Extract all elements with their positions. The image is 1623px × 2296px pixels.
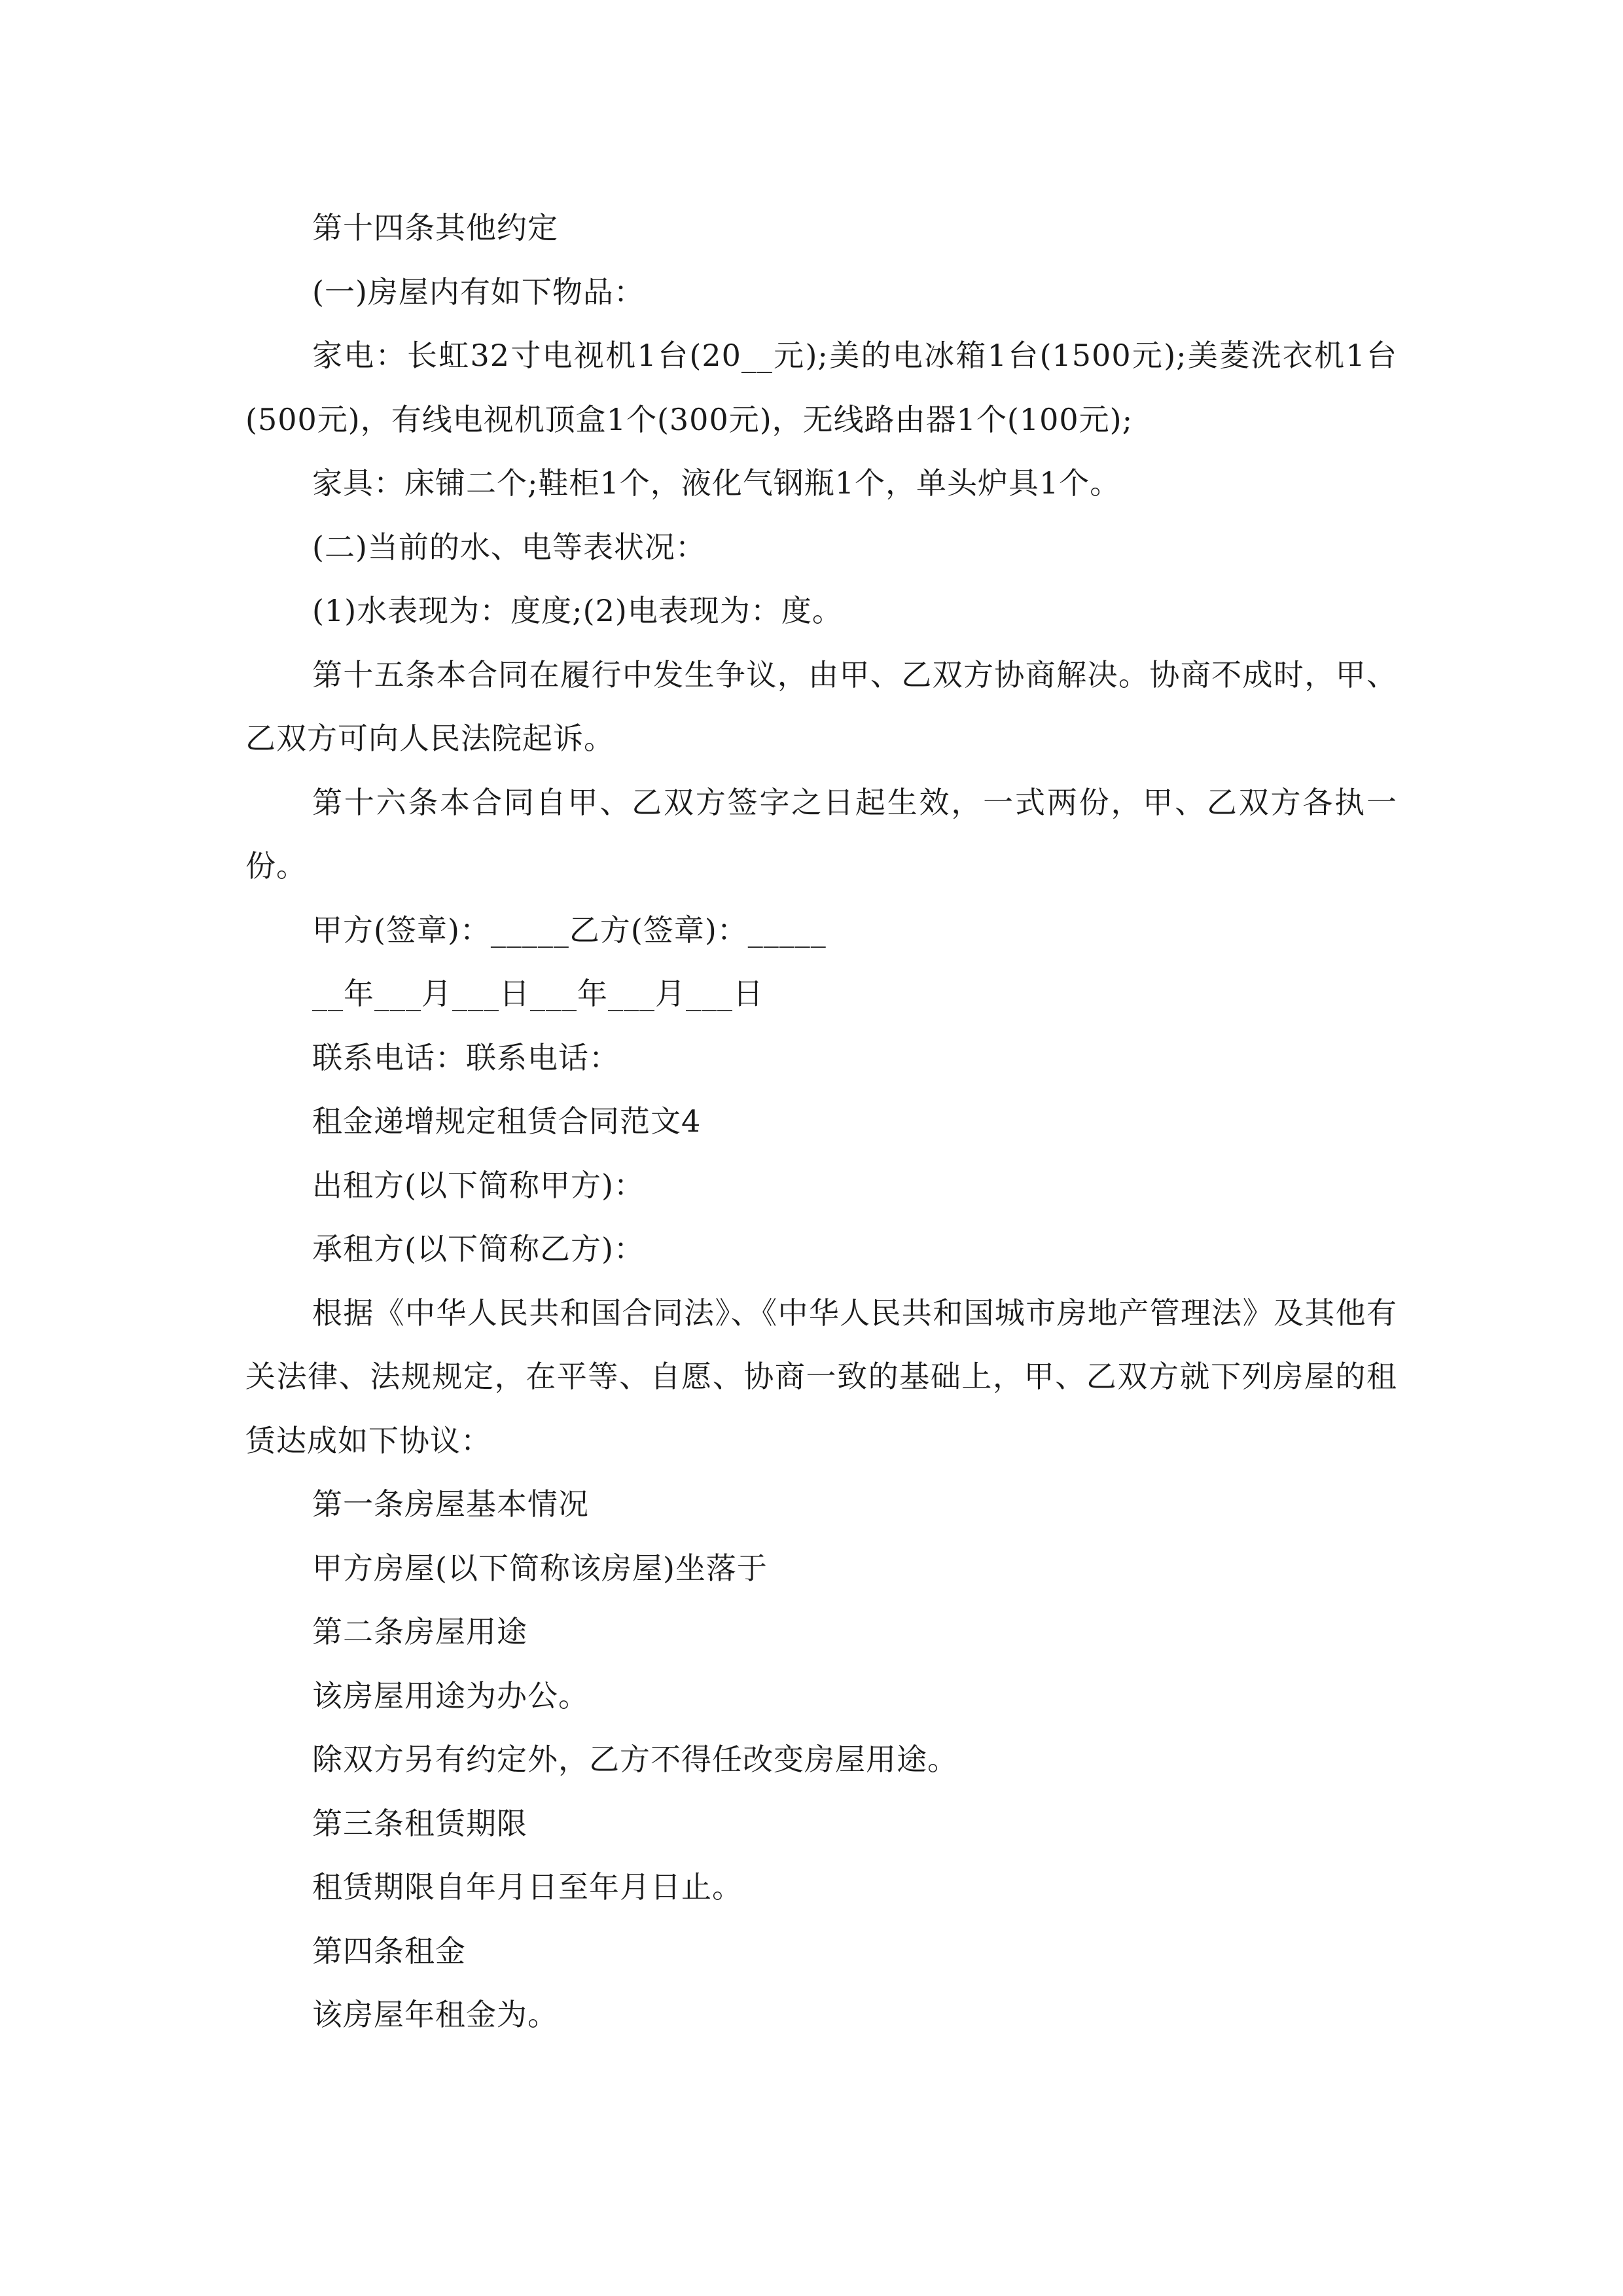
article-15-paragraph: 第十五条本合同在履行中发生争议，由甲、乙双方协商解决。协商不成时，甲、乙双方可向人民法院起诉。 xyxy=(245,656,1397,756)
article-1-heading: 第一条房屋基本情况 xyxy=(312,1486,589,1522)
lease-term-paragraph: 租赁期限自年月日至年月日止。 xyxy=(312,1869,743,1905)
date-line: __年___月___日___年___月___日 xyxy=(312,976,764,1011)
item-2-heading: (二)当前的水、电等表状况： xyxy=(312,529,706,565)
article-3-heading: 第三条租赁期限 xyxy=(312,1805,527,1841)
item-1-heading: (一)房屋内有如下物品： xyxy=(312,274,645,310)
article-2-heading: 第二条房屋用途 xyxy=(312,1614,527,1649)
article-4-heading: 第四条租金 xyxy=(312,1933,466,1969)
lessor-line: 出租方(以下简称甲方)： xyxy=(312,1167,645,1203)
house-location-paragraph: 甲方房屋(以下简称该房屋)坐落于 xyxy=(312,1550,768,1586)
use-restriction-paragraph: 除双方另有约定外，乙方不得任改变房屋用途。 xyxy=(312,1742,958,1777)
signature-line: 甲方(签章)：_____乙方(签章)：_____ xyxy=(312,912,827,948)
section-title: 租金递增规定租赁合同范文4 xyxy=(312,1103,702,1139)
contact-phone-line: 联系电话：联系电话： xyxy=(312,1039,620,1075)
article-14-heading: 第十四条其他约定 xyxy=(312,210,558,245)
article-16-paragraph: 第十六条本合同自甲、乙双方签字之日起生效，一式两份，甲、乙双方各执一份。 xyxy=(245,784,1397,884)
document-body xyxy=(245,196,1397,2047)
meter-readings-paragraph: (1)水表现为：度度;(2)电表现为：度。 xyxy=(312,593,843,628)
appliances-paragraph: 家电：长虹32寸电视机1台(20__元);美的电冰箱1台(1500元);美菱洗衣机1台(500元)，有线电视机顶盒1个(300元)，无线路由器1个(100元); xyxy=(245,338,1397,437)
lessee-line: 承租方(以下简称乙方)： xyxy=(312,1231,645,1266)
furniture-paragraph: 家具：床铺二个;鞋柜1个，液化气钢瓶1个，单头炉具1个。 xyxy=(312,465,1121,501)
annual-rent-paragraph: 该房屋年租金为。 xyxy=(312,1997,558,2032)
house-use-paragraph: 该房屋用途为办公。 xyxy=(312,1677,589,1713)
preamble-paragraph: 根据《中华人民共和国合同法》、《中华人民共和国城市房地产管理法》及其他有关法律、法规规定，在平等、自愿、协商一致的基础上，甲、乙双方就下列房屋的租赁达成如下协议： xyxy=(245,1295,1397,1458)
